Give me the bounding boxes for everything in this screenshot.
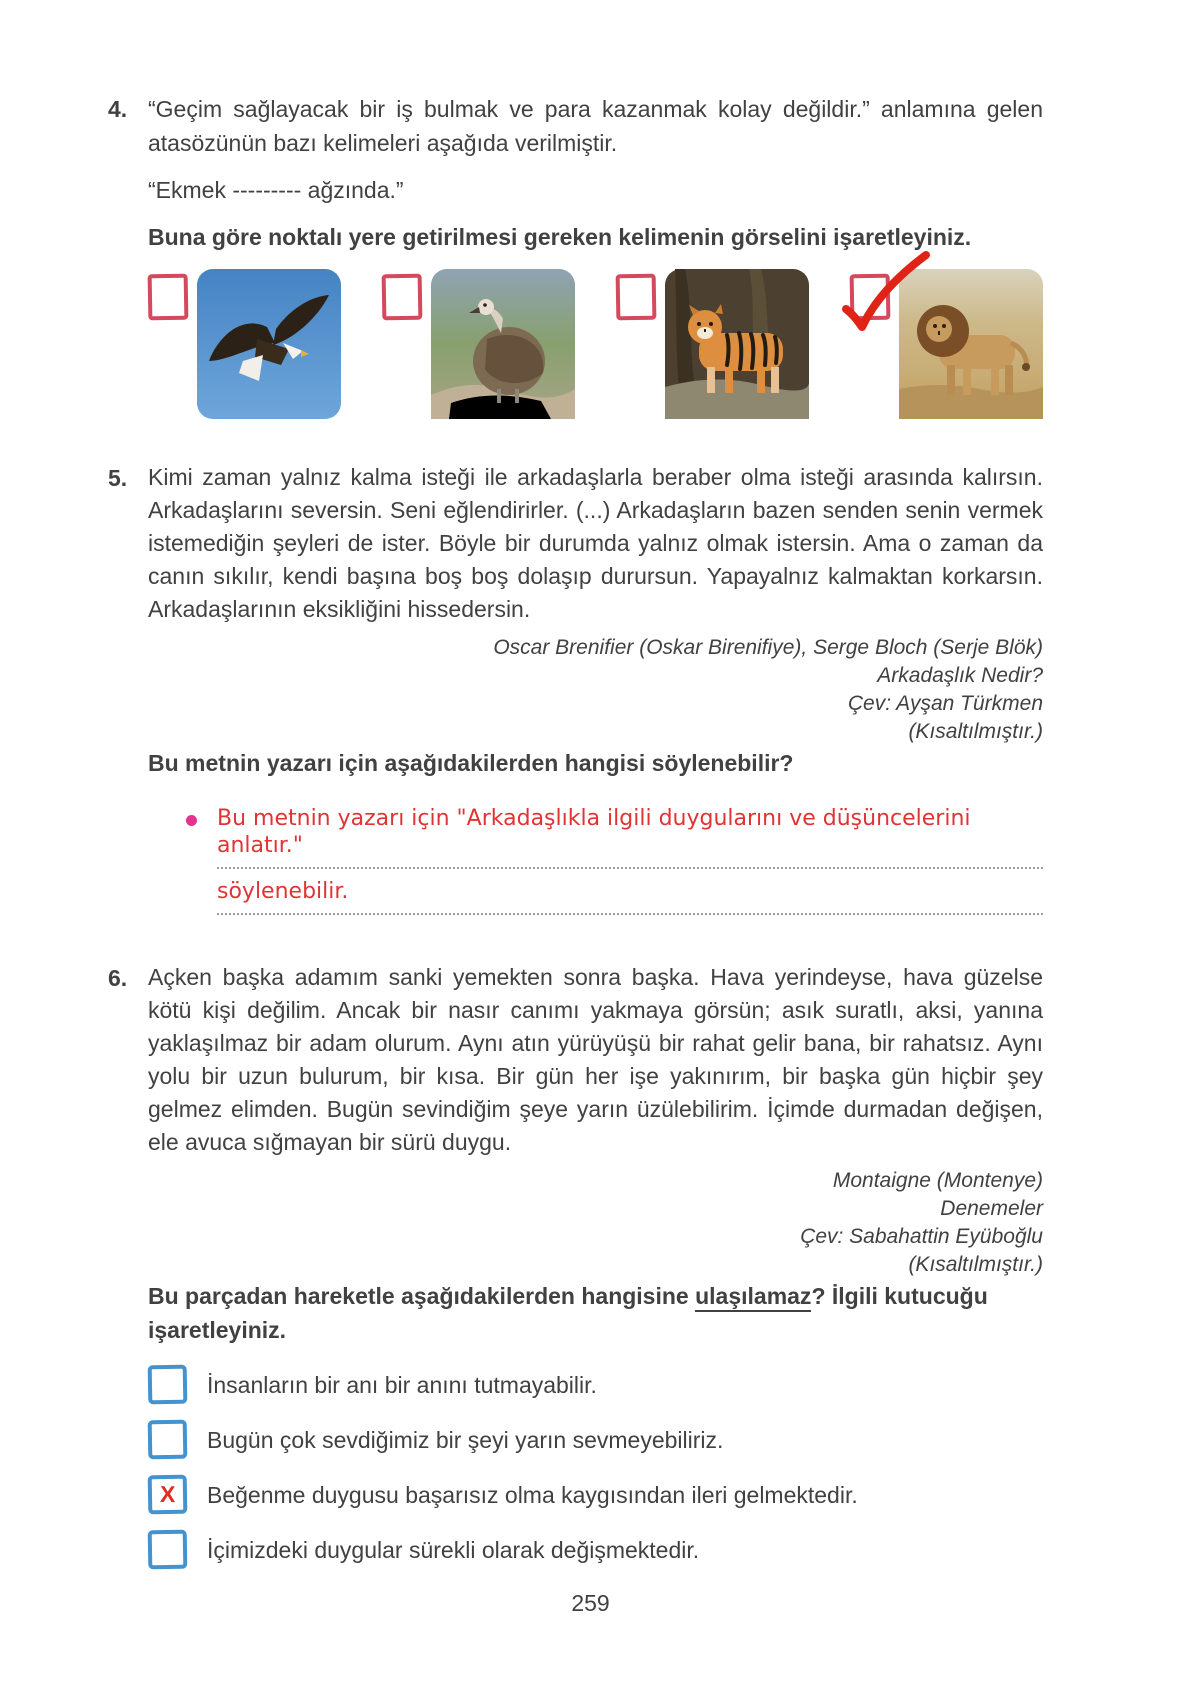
- option-4-checkbox[interactable]: [148, 1530, 188, 1570]
- eagle-checkbox[interactable]: [148, 274, 189, 321]
- question-6-passage: Açken başka adamım sanki yemekten sonra başka. Hava yerindeyse, hava güzelse kötü kişi değilim. Ancak bir nasır canımı yakmaya görsün; asık suratlı, aksi, yanına yaklaşılmaz bir adam olurum. Aynı atın yürüyüşü bir rahat gelir bana, bir rahatsız. Aynı yolu bir uzun bulurum, bir kısa. Bir gün her işe yakınırım, bir başka gün hiçbir şey gelmez elimden. Bugün sevindiğim şeye yarın üzülebilirim. İçimde durmadan değişen, ele avuca sığmayan bir sürü duygu.: [148, 964, 1043, 1155]
- option-1-label: İnsanların bir anı bir anını tutmayabilir.: [207, 1371, 597, 1398]
- tiger-image: [665, 269, 809, 419]
- attribution-author: Montaigne (Montenye): [832, 1169, 1043, 1192]
- handwritten-answer-text-1: Bu metnin yazarı için "Arkadaşlıkla ilgili duygularını ve düşüncelerini anlatır.": [217, 806, 971, 858]
- attribution-work-title: Denemeler: [940, 1197, 1043, 1220]
- lion-checkbox[interactable]: [850, 274, 891, 321]
- question-5-prompt: Bu metnin yazarı için aşağıdakilerden hangisi söylenebilir?: [148, 750, 794, 776]
- vulture-checkbox[interactable]: [382, 274, 423, 321]
- question-4-number: 4.: [108, 96, 128, 122]
- x-mark: X: [159, 1480, 176, 1508]
- option-row-2: [148, 1420, 1043, 1459]
- handwritten-answer-text-2: söylenebilir.: [217, 879, 349, 904]
- option-row-1: [148, 1365, 1043, 1404]
- attribution-work-title: Arkadaşlık Nedir?: [877, 664, 1043, 687]
- eagle-image: [197, 269, 341, 419]
- question-5-answer-area: [186, 802, 1043, 915]
- question-5: [108, 461, 1043, 915]
- image-option-eagle: [148, 269, 341, 419]
- question-4-image-options: [148, 269, 1043, 419]
- answer-line-2[interactable]: [217, 869, 1043, 915]
- question-4-prompt: Buna göre noktalı yere getirilmesi gereken kelimenin görselini işaretleyiniz.: [148, 224, 972, 250]
- question-4-proverb: “Ekmek --------- ağzında.”: [148, 177, 404, 203]
- page-number: 259: [571, 1590, 610, 1616]
- question-5-passage: Kimi zaman yalnız kalma isteği ile arkadaşlarla beraber olma isteği arasında kalırsın. Arkadaşlarını seversin. Seni eğlendirirler. (...) Arkadaşların bazen senden senin vermek istemediğin şeyleri de ister. Böyle bir durumda yalnız olmak istersin. Ama o zaman da canın sıkılır, kendi başına boş boş dolaşıp durursun. Yapayalnız kalmaktan korkarsın. Arkadaşlarının eksikliğini hissedersin.: [148, 464, 1043, 622]
- question-6-attribution: [148, 1167, 1043, 1279]
- attribution-abridged-note: (Kısaltılmıştır.): [908, 720, 1043, 743]
- attribution-authors: Oscar Brenifier (Oskar Birenifiye), Serge Bloch (Serje Blök): [493, 636, 1043, 659]
- image-option-tiger: [616, 269, 809, 419]
- option-row-4: [148, 1530, 1043, 1569]
- tiger-checkbox[interactable]: [616, 274, 657, 321]
- lion-image: [899, 269, 1043, 419]
- answer-line-1[interactable]: [217, 802, 1043, 869]
- option-4-label: İçimizdeki duygular sürekli olarak değişmektedir.: [207, 1536, 700, 1563]
- question-4: [108, 92, 1043, 419]
- question-5-number: 5.: [108, 465, 128, 491]
- bullet-icon: [186, 815, 197, 826]
- question-6-options: [148, 1365, 1043, 1569]
- attribution-translator: Çev: Sabahattin Eyüboğlu: [800, 1225, 1043, 1248]
- image-option-vulture: [382, 269, 575, 419]
- question-6-number: 6.: [108, 965, 128, 991]
- attribution-translator: Çev: Ayşan Türkmen: [847, 692, 1043, 715]
- option-3-label: Beğenme duygusu başarısız olma kaygısından ileri gelmektedir.: [207, 1481, 858, 1508]
- vulture-image: [431, 269, 575, 419]
- question-4-intro: “Geçim sağlayacak bir iş bulmak ve para kazanmak kolay değildir.” anlamına gelen atasözünün bazı kelimeleri aşağıda verilmiştir.: [148, 96, 1043, 156]
- question-6: [108, 961, 1043, 1569]
- question-5-attribution: [148, 634, 1043, 746]
- image-option-lion: [850, 269, 1043, 419]
- option-3-checkbox[interactable]: [148, 1475, 188, 1515]
- option-row-3: [148, 1475, 1043, 1514]
- prompt-text-before: Bu parçadan hareketle aşağıdakilerden hangisine: [148, 1283, 696, 1309]
- prompt-underlined-word: ulaşılamaz: [695, 1283, 811, 1312]
- option-1-checkbox[interactable]: [148, 1365, 188, 1405]
- attribution-abridged-note: (Kısaltılmıştır.): [908, 1253, 1043, 1276]
- option-2-label: Bugün çok sevdiğimiz bir şeyi yarın sevmeyebiliriz.: [207, 1426, 724, 1453]
- option-2-checkbox[interactable]: [148, 1420, 188, 1460]
- prompt-text-after: ? İlgili kutucuğu işaretleyiniz.: [148, 1283, 988, 1343]
- question-6-prompt: [148, 1279, 1043, 1347]
